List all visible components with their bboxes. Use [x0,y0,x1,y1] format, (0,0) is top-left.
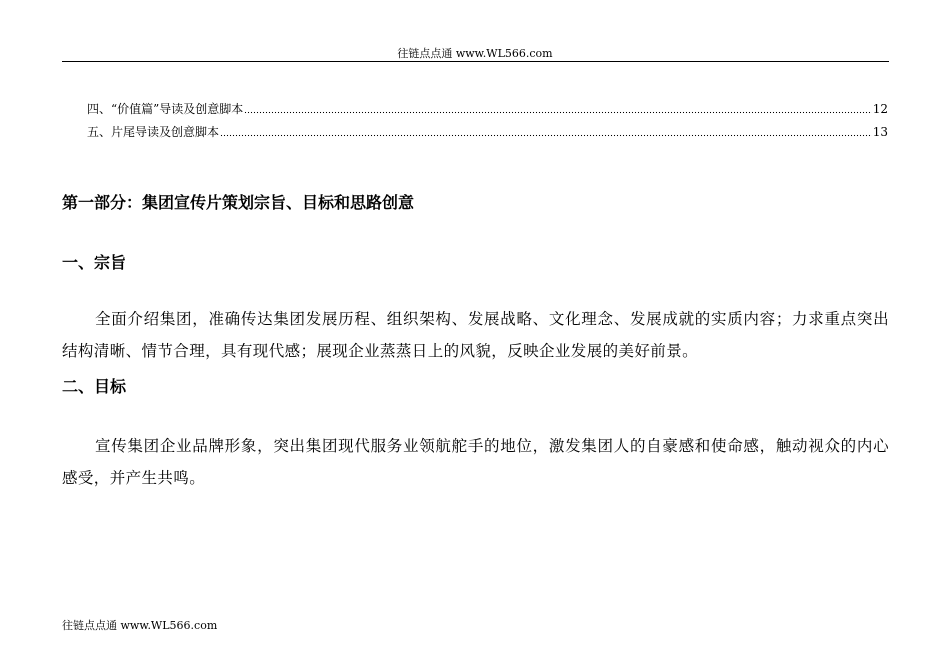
subsection-heading: 一、宗旨 [62,253,127,272]
toc-entry[interactable] [87,124,888,140]
subsection-heading: 二、目标 [62,377,127,396]
toc-entry-page: 13 [872,125,888,139]
toc-leader-dots [220,134,872,137]
toc-entry-page: 12 [872,102,888,116]
subsection-paragraph: 全面介绍集团，准确传达集团发展历程、组织架构、发展战略、文化理念、发展成就的实质内容；力求重点突出结构清晰、情节合理，具有现代感；展现企业蒸蒸日上的风貌，反映企业发展的美好前景。 [62,310,889,360]
page-header: 往链点点通 www.WL566.com [397,47,553,60]
page-footer: 往链点点通 www.WL566.com [62,619,218,632]
toc-entry-title: 四、“价值篇”导读及创意脚本 [87,102,244,116]
toc-entry-title: 五、片尾导读及创意脚本 [87,125,220,139]
section-title: 第一部分：集团宣传片策划宗旨、目标和思路创意 [62,193,415,212]
toc-entry[interactable] [87,101,888,117]
toc-leader-dots [244,111,871,114]
subsection-paragraph: 宣传集团企业品牌形象，突出集团现代服务业领航舵手的地位，激发集团人的自豪感和使命感，触动视众的内心感受，并产生共鸣。 [62,437,889,487]
header-divider [62,61,889,62]
